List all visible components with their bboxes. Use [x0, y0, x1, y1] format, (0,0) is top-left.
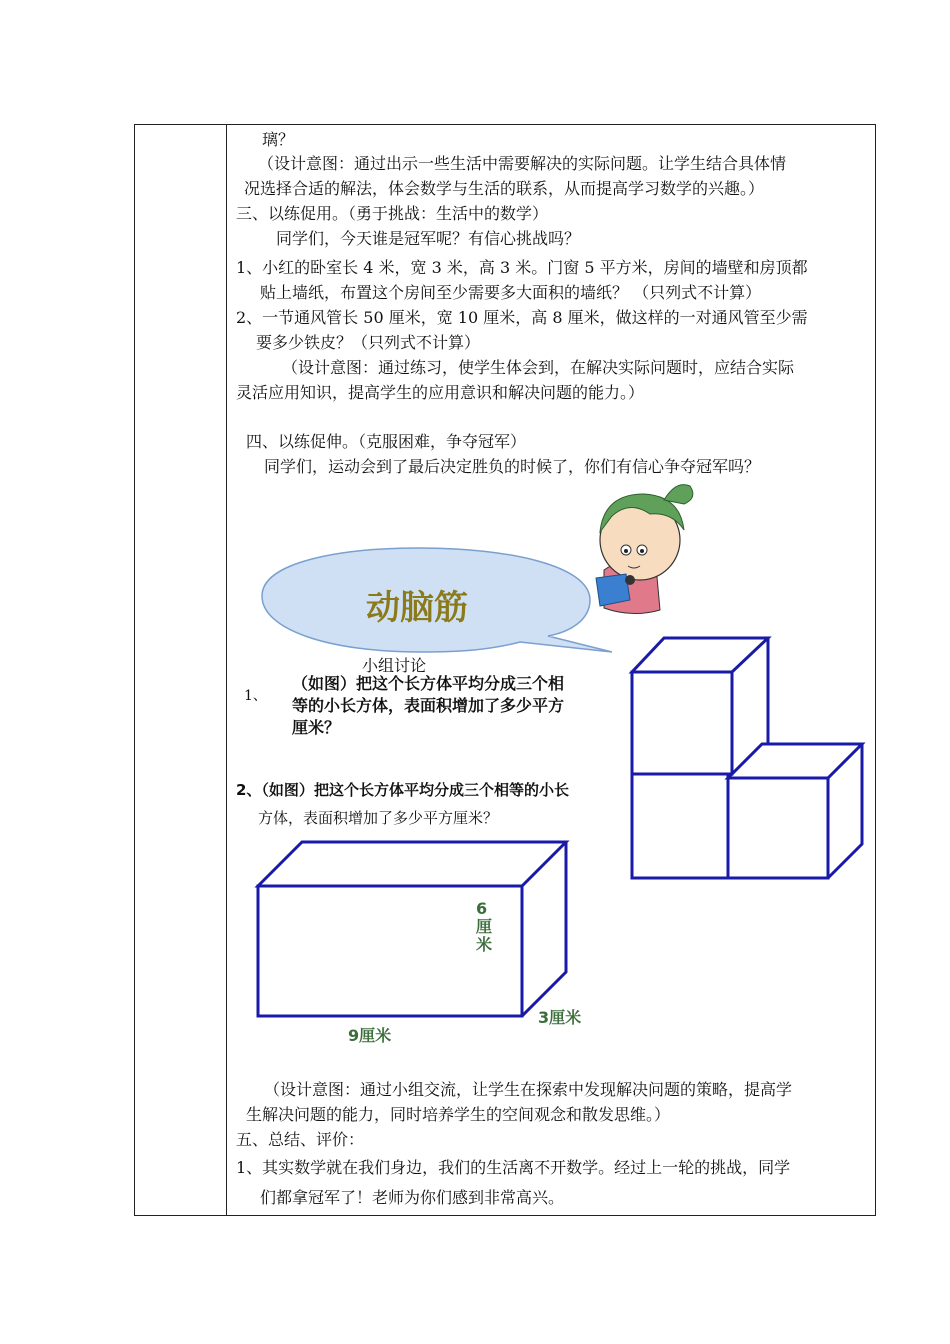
text-line: 同学们，运动会到了最后决定胜负的时候了，你们有信心争夺冠军吗？ [264, 457, 761, 476]
text-line: 1、小红的卧室长 4 米，宽 3 米，高 3 米。门窗 5 平方米，房间的墙壁和房顶都 [236, 258, 808, 277]
question-2-line: 2、（如图）把这个长方体平均分成三个相等的小长 [236, 781, 569, 799]
section-heading: 四、以练促伸。（克服困难，争夺冠军） [246, 432, 527, 451]
dimension-depth-label: 3厘米 [538, 1008, 582, 1027]
bubble-title: 动脑筋 [366, 588, 468, 628]
text-line: 况选择合适的解法，体会数学与生活的联系，从而提高学习数学的兴趣。） [244, 179, 765, 198]
section-heading: 五、总结、评价： [236, 1130, 365, 1149]
dimension-width-label: 9厘米 [348, 1026, 392, 1045]
dimension-height-label: 6厘米 [476, 899, 493, 954]
cube-figure-1 [632, 638, 862, 878]
text-line: 生解决问题的能力，同时培养学生的空间观念和散发思维。） [246, 1105, 671, 1124]
group-discussion-label: 小组讨论 [362, 656, 427, 675]
section-heading: 三、以练促用。（勇于挑战：生活中的数学） [236, 204, 549, 223]
text-line: 贴上墙纸，布置这个房间至少需要多大面积的墙纸？ （只列式不计算） [260, 283, 762, 302]
cartoon-girl-icon [596, 485, 693, 614]
question-1-line: （如图）把这个长方体平均分成三个相 [292, 674, 565, 693]
text-line: （设计意图：通过小组交流，让学生在探索中发现解决问题的策略，提高学 [264, 1080, 793, 1099]
text-line: 们都拿冠军了！老师为你们感到非常高兴。 [260, 1188, 565, 1207]
question-2-line: 方体，表面积增加了多少平方厘米？ [258, 809, 499, 827]
text-line: 要多少铁皮？（只列式不计算） [256, 333, 481, 352]
text-line: 2、一节通风管长 50 厘米，宽 10 厘米，高 8 厘米，做这样的一对通风管至少需 [236, 308, 808, 327]
text-line: （设计意图：通过练习，使学生体会到，在解决实际问题时，应结合实际 [282, 358, 795, 377]
question-1-line: 等的小长方体，表面积增加了多少平方 [292, 696, 565, 715]
text-line: 同学们，今天谁是冠军呢？有信心挑战吗？ [276, 229, 581, 248]
text-line: 璃？ [262, 130, 295, 149]
text-line: 灵活应用知识，提高学生的应用意识和解决问题的能力。） [236, 383, 645, 402]
text-line: 1、其实数学就在我们身边，我们的生活离不开数学。经过上一轮的挑战，同学 [236, 1158, 791, 1177]
cuboid-figure-2 [258, 842, 566, 1016]
text-line: （设计意图：通过出示一些生活中需要解决的实际问题。让学生结合具体情 [258, 154, 787, 173]
question-number: 1、 [244, 688, 267, 704]
question-1-line: 厘米？ [292, 718, 341, 737]
